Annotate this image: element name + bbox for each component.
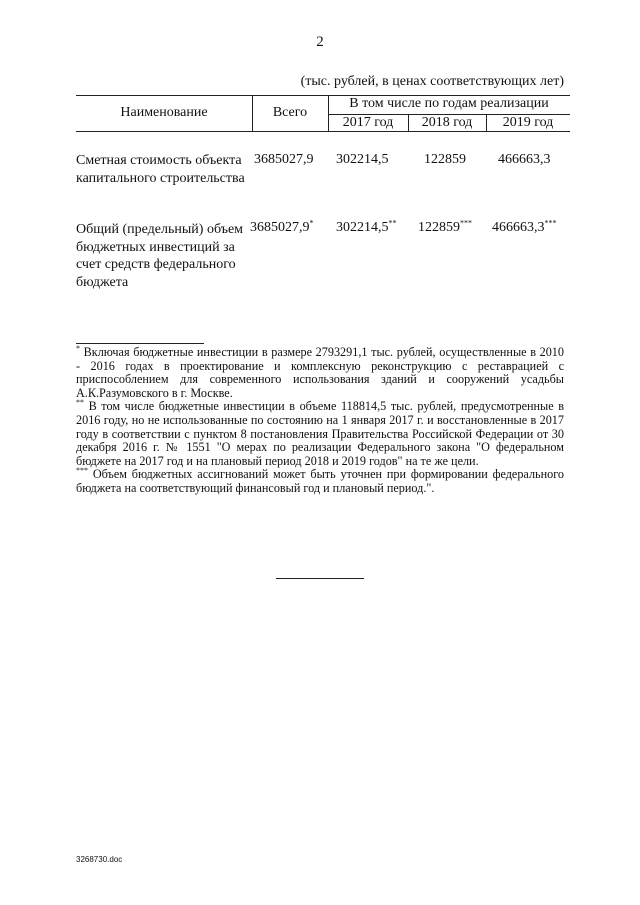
footnote: *** Объем бюджетных ассигнований может быть уточнен при формировании федерального бюджета на соответствующий финансовый год и плановый период.".	[76, 466, 564, 495]
header-year-2019: 2019 год	[502, 115, 554, 130]
header-year-2018: 2018 год	[421, 115, 473, 130]
footnote: ** В том числе бюджетные инвестиции в объеме 118814,5 тыс. рублей, предусмотренные в 2016 году, но не использованные по состоянию на 1 января 2017 г. и восстановленные в 2017 году в соответствии с пунктом 8 постановления Правительства Российской Федерации от 30 декабря 2016 г. № 1551 "О мерах по реализации Федерального закона "О федеральном бюджете на 2017 год и на плановый период 2018 и 2019 годов" на те же цели.	[76, 398, 564, 468]
row-2018: 122859***	[418, 218, 472, 235]
row-2017: 302214,5	[336, 152, 389, 167]
footnote: * Включая бюджетные инвестиции в размере 2793291,1 тыс. рублей, осуществленные в 2010 - 2016 годах в проектирование и комплексную реконструкцию с реставрацией с приспособлением для современного использования зданий и сооружений усадьбы А.К.Разумовского в г. Москве.	[76, 343, 564, 400]
row-total: 3685027,9*	[250, 218, 314, 235]
row-name: Общий (предельный) объем бюджетных инвестиций за счет средств федерального бюджета	[76, 222, 244, 290]
header-year-2017: 2017 год	[342, 115, 394, 130]
row-2017: 302214,5**	[336, 218, 397, 235]
header-years-group: В том числе по годам реализации	[349, 96, 549, 111]
page-number: 2	[316, 34, 324, 50]
end-separator	[276, 578, 364, 579]
row-name: Сметная стоимость объекта капитального строительства	[76, 153, 245, 186]
table-rule-bottom	[76, 131, 570, 132]
row-2019: 466663,3***	[492, 218, 557, 235]
row-2018: 122859	[424, 152, 466, 167]
units-note: (тыс. рублей, в ценах соответствующих лет)	[300, 74, 564, 89]
footnote-separator	[76, 343, 204, 344]
header-total: Всего	[272, 105, 308, 120]
document-code: 3268730.doc	[76, 855, 123, 864]
row-2019: 466663,3	[498, 152, 551, 167]
row-total: 3685027,9	[254, 152, 314, 167]
header-name: Наименование	[120, 105, 208, 120]
footnotes	[76, 343, 564, 496]
